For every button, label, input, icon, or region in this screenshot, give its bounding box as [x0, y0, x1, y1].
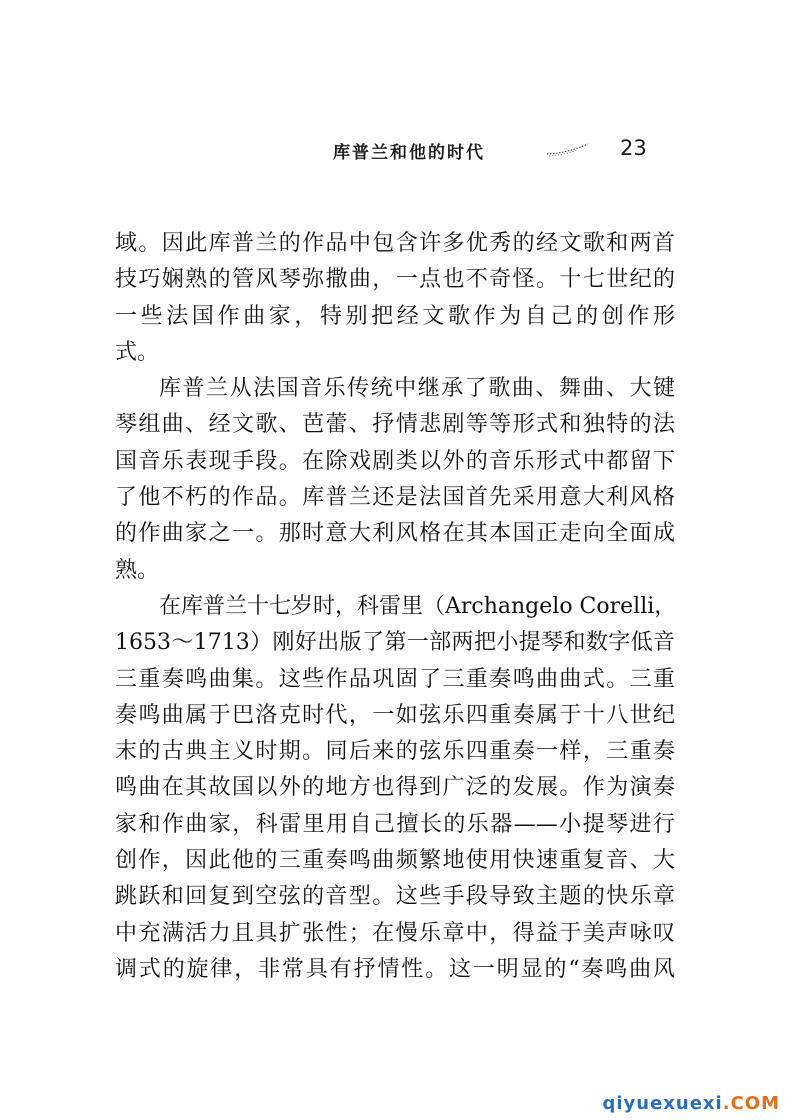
text-line: 鸣曲在其故国以外的地方也得到广泛的发展。作为演奏 — [115, 775, 675, 801]
header-title: 库普兰和他的时代 — [333, 143, 485, 163]
text-line: 奏鸣曲属于巴洛克时代，一如弦乐四重奏属于十八世纪 — [115, 702, 675, 728]
text-line: 一些法国作曲家，特别把经文歌作为自己的创作形 — [115, 303, 675, 329]
text-line: 的作曲家之一。那时意大利风格在其本国正走向全面成 — [115, 521, 675, 547]
text-line: 末的古典主义时期。同后来的弦乐四重奏一样，三重奏 — [115, 739, 675, 765]
site-watermark — [602, 1093, 780, 1114]
text-line: 在库普兰十七岁时，科雷里（Archangelo Corelli， — [159, 593, 677, 619]
text-line: 了他不朽的作品。库普兰还是法国首先采用意大利风格 — [115, 485, 675, 511]
text-line: 库普兰从法国音乐传统中继承了歌曲、舞曲、大键 — [159, 376, 675, 402]
text-line: 创作，因此他的三重奏鸣曲频繁地使用快速重复音、大 — [115, 848, 675, 874]
text-line: 国音乐表现手段。在除戏剧类以外的音乐形式中都留下 — [115, 448, 675, 474]
text-line: 家和作曲家，科雷里用自己擅长的乐器——小提琴进行 — [115, 811, 675, 837]
watermark-dot: . — [722, 1093, 731, 1114]
text-line: 中充满活力且具扩张性；在慢乐章中，得益于美声咏叹 — [115, 920, 675, 946]
text-line: 式。 — [115, 339, 160, 365]
text-line: 熟。 — [115, 557, 160, 583]
text-line: 1653～1713）刚好出版了第一部两把小提琴和数字低音 — [115, 630, 675, 656]
running-header — [0, 138, 794, 168]
text-line: 跳跃和回复到空弦的音型。这些手段导致主题的快乐章 — [115, 884, 675, 910]
text-line: 琴组曲、经文歌、芭蕾、抒情悲剧等等形式和独特的法 — [115, 412, 675, 438]
text-line: 调式的旋律，非常具有抒情性。这一明显的“奏鸣曲风 — [115, 956, 675, 982]
body-text — [115, 226, 675, 988]
text-line: 三重奏鸣曲集。这些作品巩固了三重奏鸣曲曲式。三重 — [115, 666, 675, 692]
watermark-name: iyuexuexi — [616, 1093, 723, 1114]
text-line: 域。因此库普兰的作品中包含许多优秀的经文歌和两首 — [115, 231, 675, 256]
page-number: 23 — [620, 136, 647, 160]
watermark-q: q — [602, 1093, 617, 1114]
text-line: 技巧娴熟的管风琴弥撒曲，一点也不奇怪。十七世纪的 — [115, 267, 675, 293]
header-ornament-icon — [546, 142, 590, 158]
watermark-tld: COM — [730, 1093, 780, 1114]
